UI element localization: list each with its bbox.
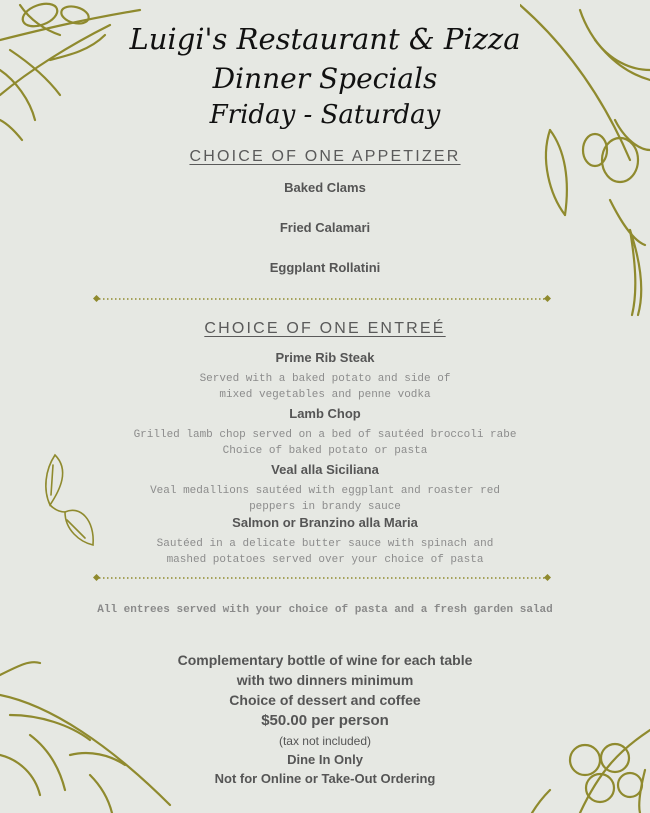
entree-description: peppers in brandy sauce bbox=[249, 501, 401, 513]
entree-name: Lamb Chop bbox=[289, 406, 361, 421]
entree-description: Served with a baked potato and side of bbox=[199, 373, 451, 385]
entree-name: Prime Rib Steak bbox=[275, 350, 375, 365]
entree-description: Choice of baked potato or pasta bbox=[222, 445, 428, 457]
footer-line: Complementary bottle of wine for each table bbox=[177, 652, 473, 668]
appetizer-item: Baked Clams bbox=[284, 180, 366, 195]
entree-description: mashed potatoes served over your choice of pasta bbox=[166, 554, 484, 566]
entree-description: Veal medallions sautéed with eggplant and roaster red bbox=[150, 485, 500, 497]
appetizer-item: Eggplant Rollatini bbox=[269, 260, 381, 275]
entree-name: Veal alla Siciliana bbox=[271, 462, 379, 477]
entree-heading: CHOICE OF ONE ENTREÉ bbox=[204, 320, 446, 337]
footer-line: Dine In Only bbox=[287, 752, 363, 767]
entree-name: Salmon or Branzino alla Maria bbox=[232, 515, 418, 530]
tax-note: (tax not included) bbox=[278, 734, 372, 748]
appetizer-item: Fried Calamari bbox=[279, 220, 371, 235]
price: $50.00 per person bbox=[261, 712, 389, 729]
entree-description: Grilled lamb chop served on a bed of sautéed broccoli rabe bbox=[133, 429, 517, 441]
footer-line: with two dinners minimum bbox=[236, 672, 414, 688]
appetizer-heading: CHOICE OF ONE APPETIZER bbox=[189, 148, 461, 165]
footer-line: Not for Online or Take-Out Ordering bbox=[214, 771, 436, 786]
entree-description: Sautéed in a delicate butter sauce with spinach and bbox=[156, 538, 494, 550]
entree-description: mixed vegetables and penne vodka bbox=[219, 389, 431, 401]
footer-line: Choice of dessert and coffee bbox=[229, 692, 421, 708]
menu-days: Friday - Saturday bbox=[209, 100, 441, 130]
entree-note: All entrees served with your choice of pasta and a fresh garden salad bbox=[97, 604, 553, 616]
restaurant-name: Luigi's Restaurant & Pizza bbox=[129, 22, 521, 56]
divider-line bbox=[93, 295, 551, 303]
divider-line bbox=[93, 574, 551, 582]
menu-subtitle: Dinner Specials bbox=[212, 62, 438, 95]
